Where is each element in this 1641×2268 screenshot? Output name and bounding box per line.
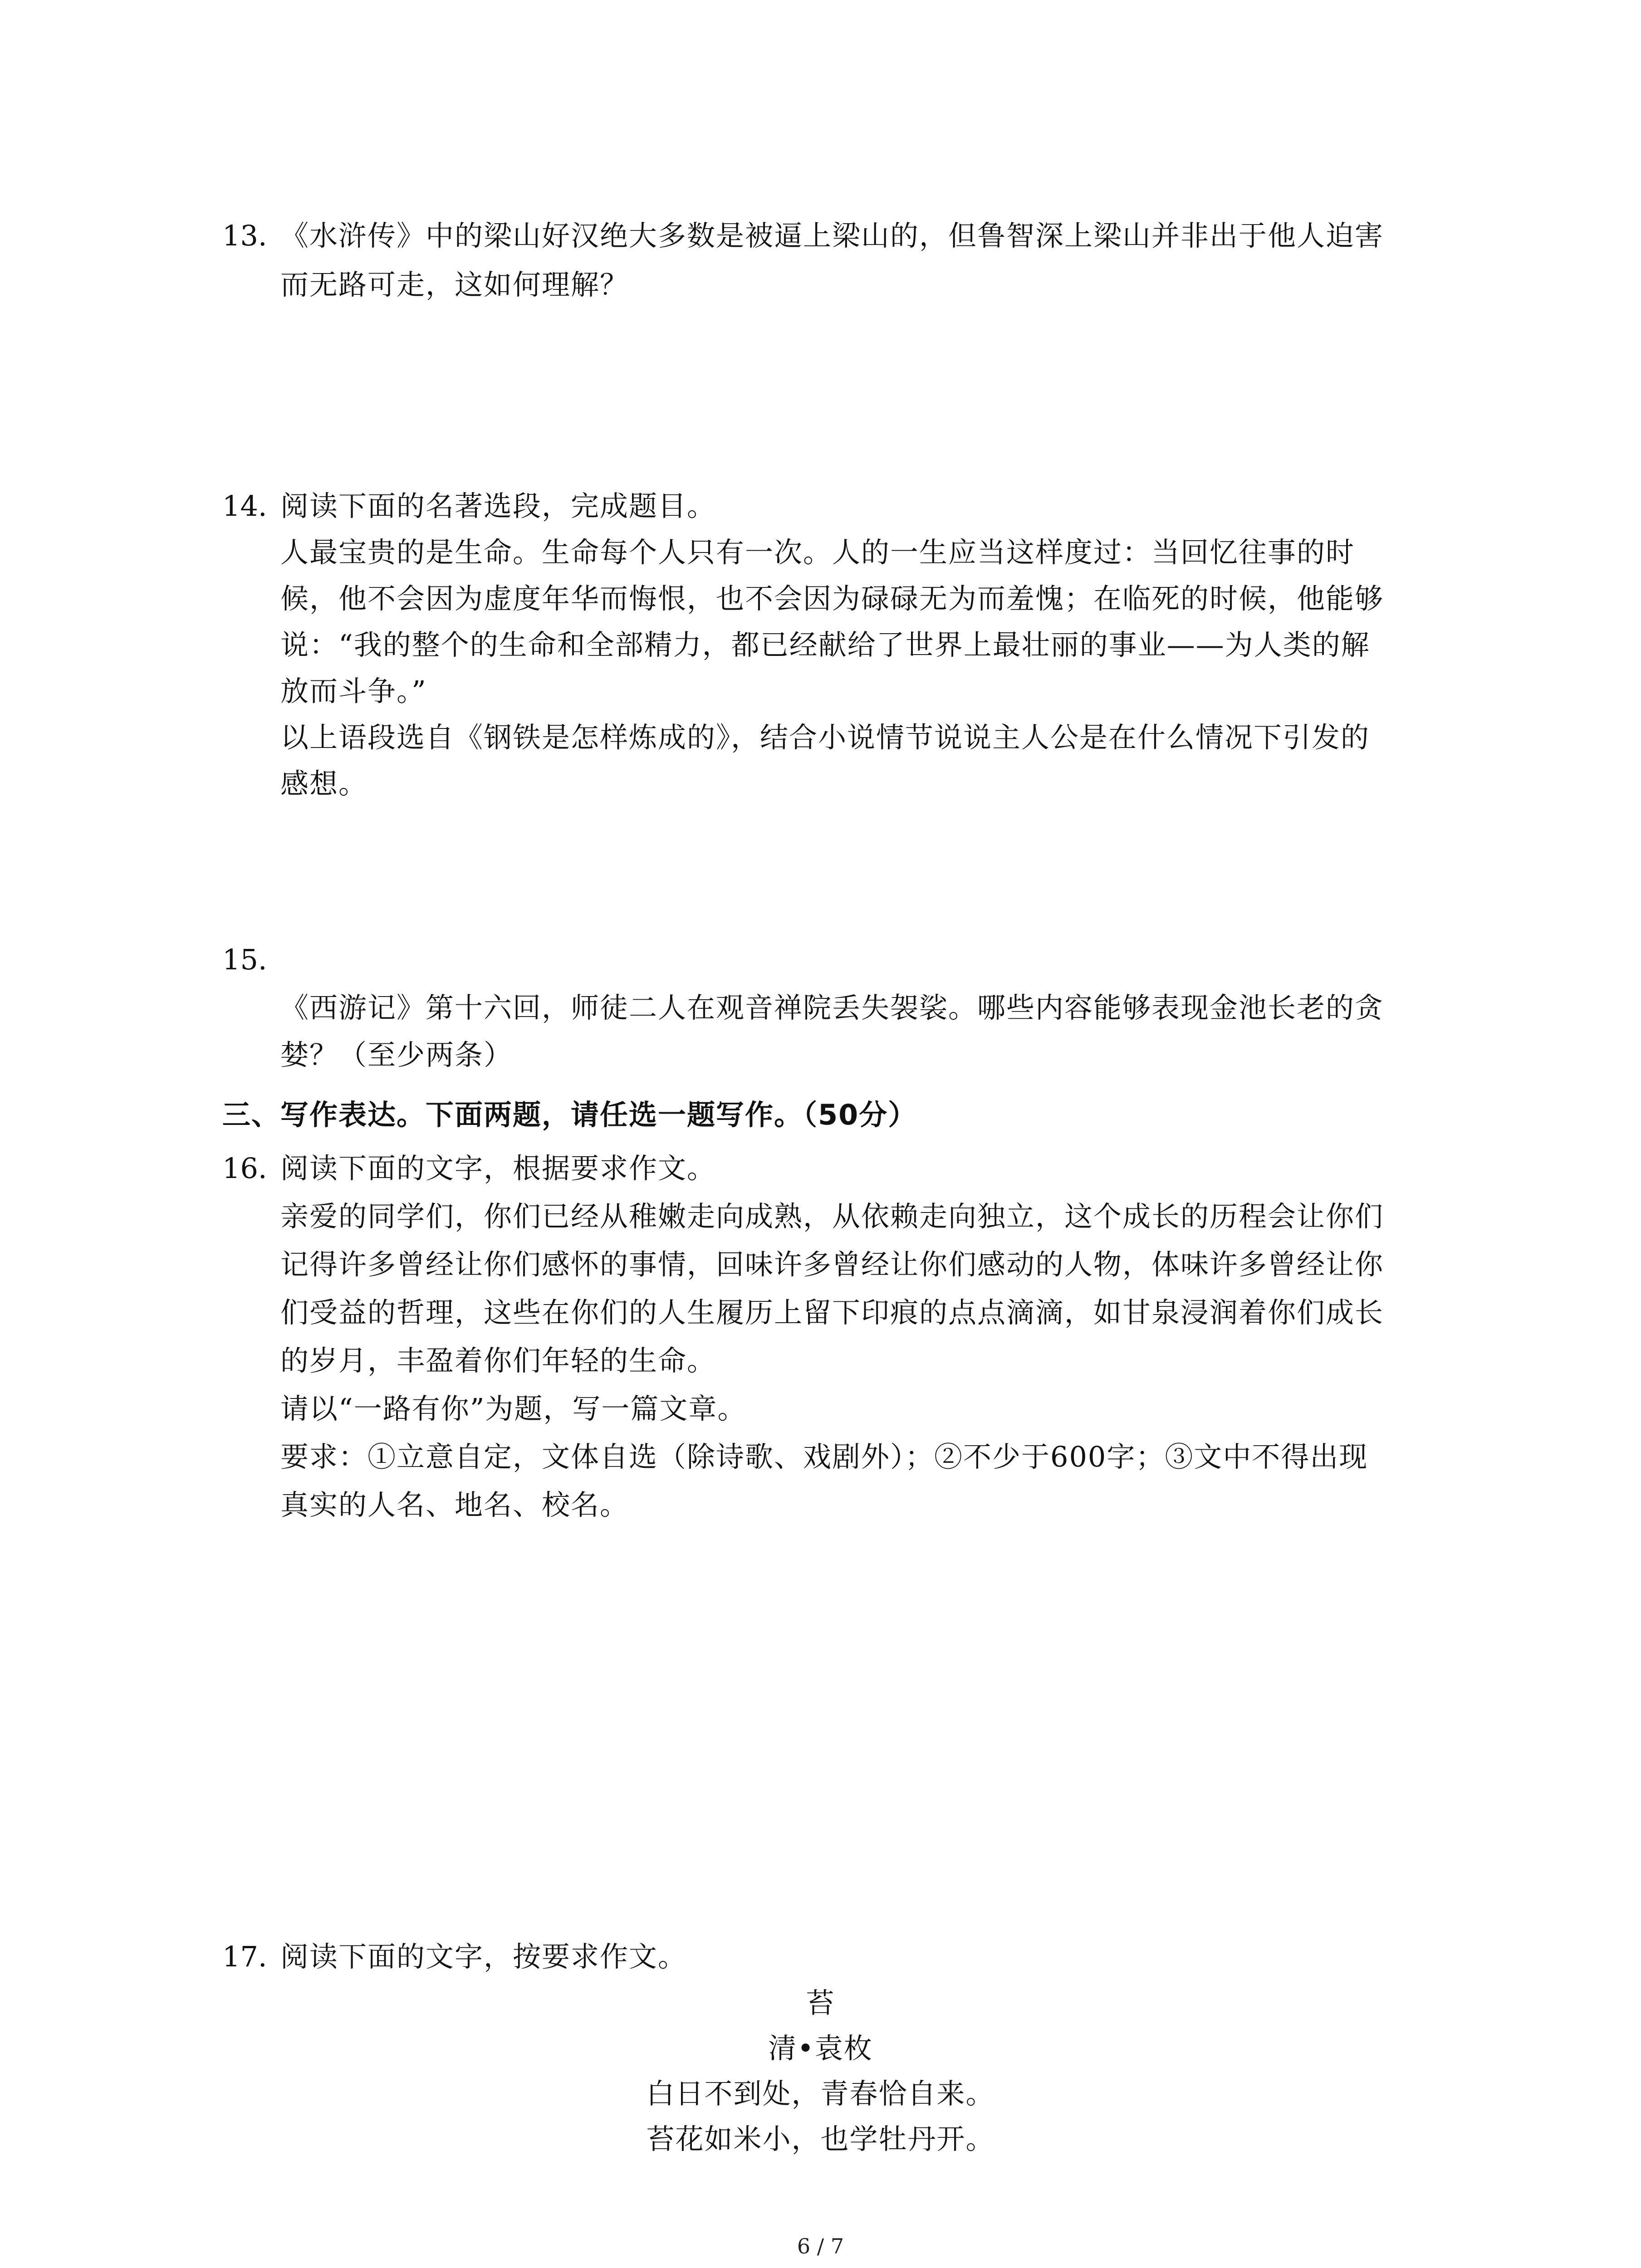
excerpt-line: 人最宝贵的是生命。生命每个人只有一次。人的一生应当这样度过：当回忆往事的时 (280, 536, 1355, 569)
excerpt-line: 放而斗争。” (280, 675, 427, 708)
question-text-line: 阅读下面的名著选段，完成题目。 (280, 489, 716, 523)
prompt-line: 亲爱的同学们，你们已经从稚嫩走向成熟，从依赖走向独立，这个成长的历程会让你们 (280, 1200, 1384, 1233)
question-text-line: 阅读下面的文字，根据要求作文。 (280, 1152, 716, 1185)
poem-line: 白日不到处，青春恰自来。 (646, 2077, 995, 2110)
prompt-line: 的岁月，丰盈着你们年轻的生命。 (280, 1344, 716, 1377)
requirement-line: 要求：①立意自定，文体自选（除诗歌、戏剧外）；②不少于600字；③文中不得出现 (280, 1440, 1368, 1473)
question-text-line: 以上语段选自《钢铁是怎样炼成的》，结合小说情节说说主人公是在什么情况下引发的 (280, 721, 1370, 754)
page-number: 6 / 7 (797, 2234, 844, 2258)
question-number: 16. (222, 1152, 267, 1185)
prompt-line: 记得许多曾经让你们感怀的事情，回味许多曾经让你们感动的人物，体味许多曾经让你 (280, 1248, 1384, 1281)
question-number: 13. (222, 219, 267, 252)
question-number: 14. (222, 489, 267, 523)
poem-author: 清•袁枚 (768, 2032, 873, 2065)
question-text-line: 《水浒传》中的梁山好汉绝大多数是被逼上梁山的，但鲁智深上梁山并非出于他人迫害 (280, 219, 1384, 252)
poem-line: 苔花如米小，也学牡丹开。 (646, 2122, 995, 2156)
section-heading: 三、写作表达。下面两题，请任选一题写作。（50分） (222, 1098, 917, 1131)
poem-title: 苔 (806, 1986, 835, 2019)
excerpt-line: 说：“我的整个的生命和全部精力，都已经献给了世界上最壮丽的事业——为人类的解 (280, 628, 1370, 661)
question-text-line: 阅读下面的文字，按要求作文。 (280, 1940, 687, 1973)
prompt-line: 请以“一路有你”为题，写一篇文章。 (280, 1392, 747, 1425)
requirement-line: 真实的人名、地名、校名。 (280, 1488, 629, 1521)
question-text-line: 而无路可走，这如何理解？ (280, 268, 629, 301)
question-text-line: 婪？（至少两条） (280, 1038, 513, 1071)
excerpt-line: 候，他不会因为虚度年华而悔恨，也不会因为碌碌无为而羞愧；在临死的时候，他能够 (280, 582, 1384, 615)
question-number: 17. (222, 1940, 267, 1973)
question-text-line: 感想。 (280, 767, 368, 800)
prompt-line: 们受益的哲理，这些在你们的人生履历上留下印痕的点点滴滴，如甘泉浸润着你们成长 (280, 1296, 1384, 1329)
question-number: 15. (222, 943, 267, 976)
question-text-line: 《西游记》第十六回，师徒二人在观音禅院丢失袈裟。哪些内容能够表现金池长老的贪 (280, 991, 1384, 1024)
